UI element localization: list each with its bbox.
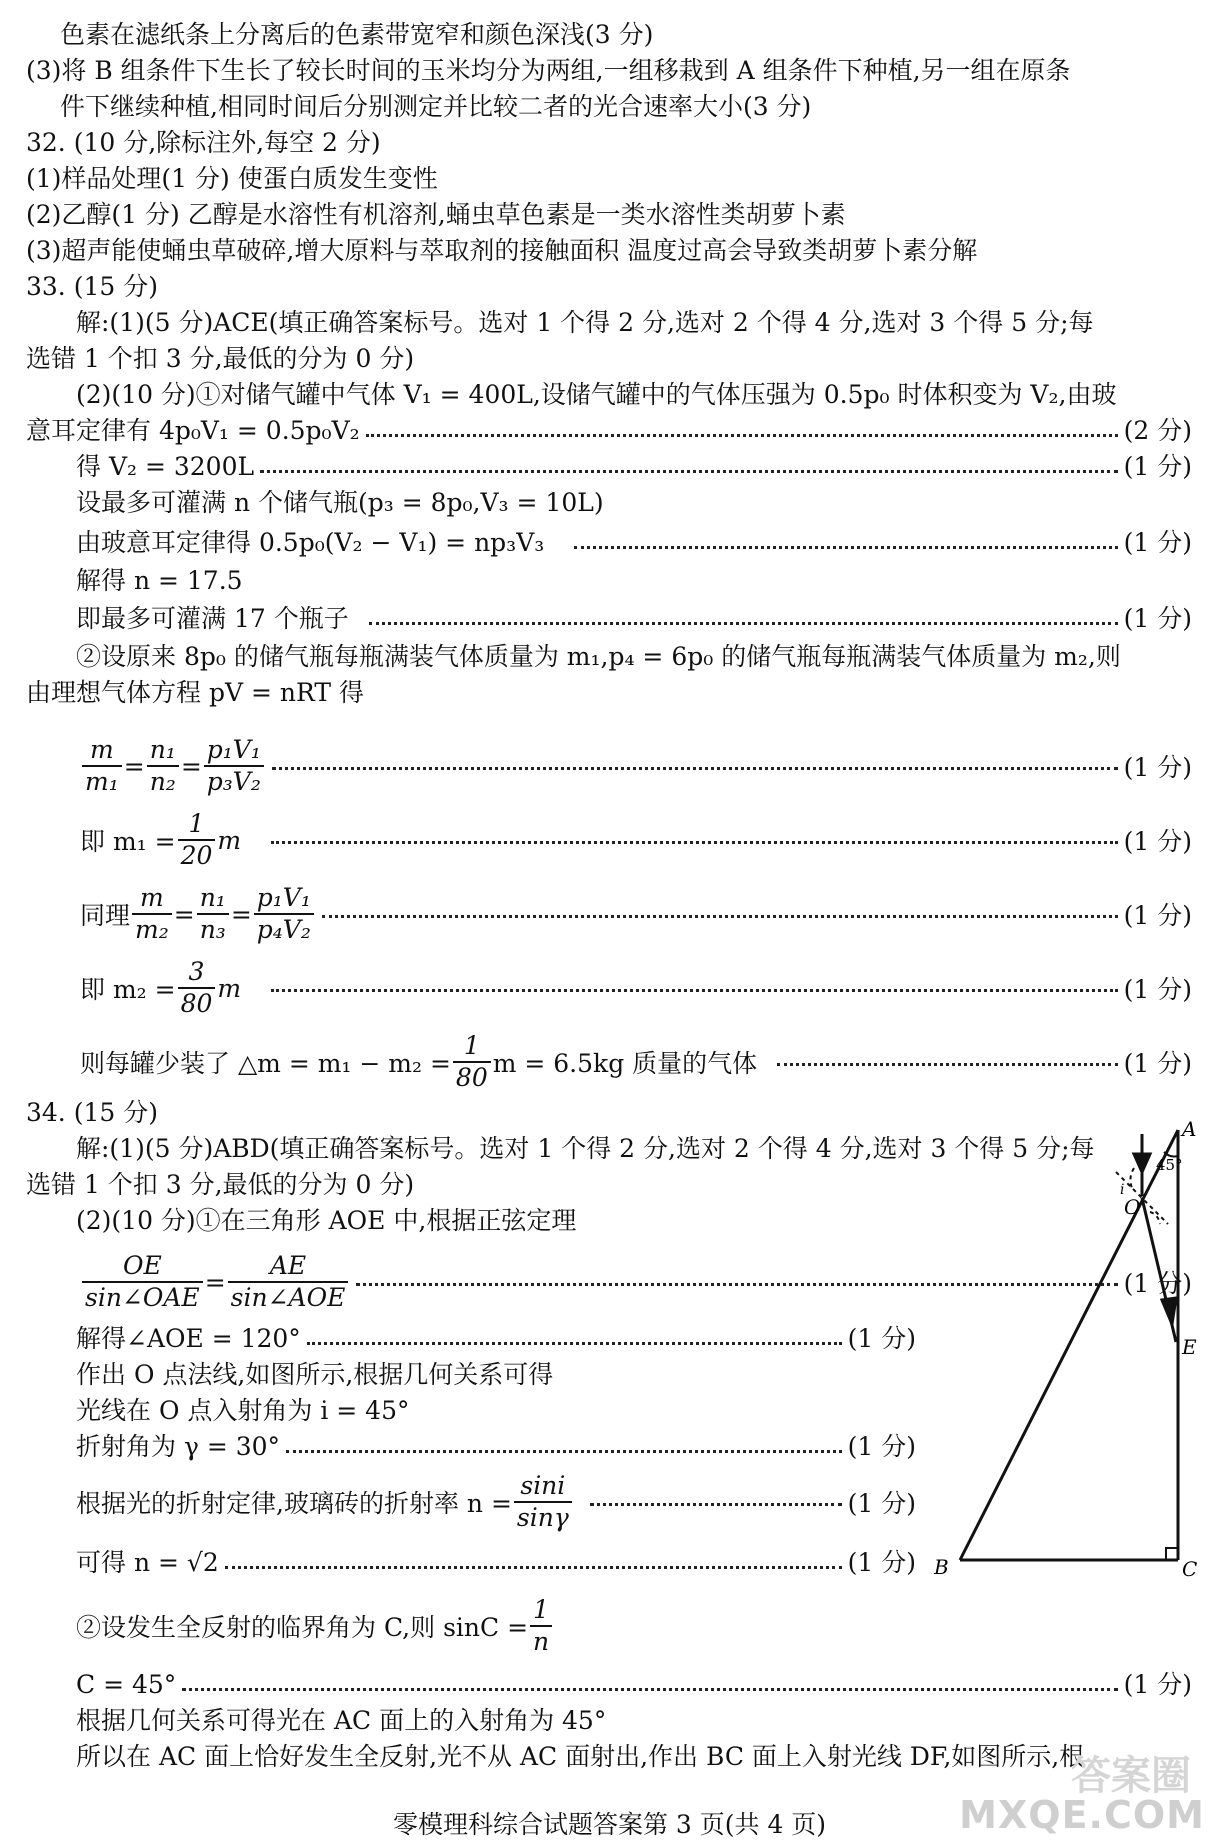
- line-text: 可得 n = √2: [76, 1548, 219, 1577]
- fraction: $\frac{1}{80}$: [453, 1031, 491, 1093]
- question-heading: 32. (10 分,除标注外,每空 2 分): [26, 128, 381, 157]
- line-text: 根据光的折射定律,玻璃砖的折射率 n =: [76, 1489, 512, 1518]
- text-line: 作出 O 点法线,如图所示,根据几何关系可得: [76, 1360, 554, 1389]
- scored-line: [26, 414, 1192, 448]
- text-line: (2)乙醇(1 分) 乙醇是水溶性有机溶剂,蛹虫草色素是一类水溶性类胡萝卜素: [26, 200, 846, 229]
- label-b: B: [934, 1555, 949, 1579]
- line-text: ②设发生全反射的临界角为 C,则 sinC =: [76, 1613, 529, 1642]
- scored-line: [76, 602, 1192, 636]
- incident-arrow: [1134, 1154, 1150, 1172]
- leader-dots: [286, 1450, 842, 1453]
- line-text: 即 m₁ =: [80, 827, 176, 856]
- right-angle-mark: [1166, 1548, 1178, 1560]
- text-line: 选错 1 个扣 3 分,最低的分为 0 分): [26, 344, 415, 373]
- scored-line: [76, 1668, 1192, 1702]
- equation-line: [80, 1022, 1192, 1102]
- score: (1 分): [1123, 901, 1192, 930]
- equation-line: [76, 1588, 676, 1664]
- label-45: 45°: [1156, 1156, 1183, 1174]
- label-i: i: [1120, 1182, 1125, 1198]
- line-text: 得 V₂ = 3200L: [76, 452, 255, 481]
- text-line: 解:(1)(5 分)ACE(填正确答案标号。选对 1 个得 2 分,选对 2 个得 4 分,选对 3 个得 5 分;每: [76, 308, 1094, 337]
- score: (1 分): [1123, 1269, 1192, 1298]
- score: (1 分): [847, 1432, 916, 1461]
- text-line: 根据几何关系可得光在 AC 面上的入射角为 45°: [76, 1706, 607, 1735]
- line-text: C = 45°: [76, 1670, 177, 1699]
- line-text: 即最多可灌满 17 个瓶子: [76, 604, 349, 633]
- line-text: 折射角为 γ = 30°: [76, 1432, 281, 1461]
- leader-dots: [271, 841, 1118, 844]
- leader-dots: [260, 470, 1118, 473]
- fraction: $\frac{\text{p₁V₁}}{\text{p₃V₂}}$: [204, 735, 264, 797]
- side-ab: [960, 1130, 1178, 1560]
- label-e: E: [1182, 1335, 1197, 1359]
- leader-dots: [225, 1566, 842, 1569]
- equation-line: $\frac{m}{\text{m₁}}$ = $\frac{\text{n₁}}{\text{n₂}}$ = $\frac{\text{p₁V₁}}{\text{p₃V₂}}$ (1 分): [80, 726, 1192, 806]
- leader-dots: [777, 1063, 1117, 1066]
- equation-line: 同理 $\frac{m}{\text{m₂}}$ = $\frac{\text{n₁}}{\text{n₃}}$ = $\frac{\text{p₁V₁}}{\text{p₄V₂}}$ (1 分): [80, 883, 1192, 944]
- leader-dots: [574, 546, 1117, 549]
- angle-arc-i: [1130, 1168, 1134, 1188]
- leader-dots: [307, 1342, 842, 1345]
- score: (1 分): [1123, 1670, 1192, 1699]
- fraction: $\frac{OE}{\text{sin∠OAE}}$: [82, 1251, 203, 1313]
- watermark-logo-text: 答案圈: [1071, 1753, 1191, 1799]
- score: (1 分): [1123, 604, 1192, 633]
- scored-line: [76, 1546, 916, 1580]
- text-line: 设最多可灌满 n 个储气瓶(p₃ = 8p₀,V₃ = 10L): [76, 488, 604, 517]
- fraction: $\frac{\text{n₁}}{\text{n₃}}$: [197, 883, 229, 945]
- text-line: (3)超声能使蛹虫草破碎,增大原料与萃取剂的接触面积 温度过高会导致类胡萝卜素分解: [26, 236, 978, 265]
- fraction: $\frac{1}{20}$: [178, 809, 216, 871]
- leader-dots: [271, 989, 1118, 992]
- fraction: $\frac{3}{80}$: [178, 957, 216, 1019]
- text-line: ②设原来 8p₀ 的储气瓶每瓶满装气体质量为 m₁,p₄ = 6p₀ 的储气瓶每瓶满装气体质量为 m₂,则: [76, 642, 1121, 671]
- line-text: m = 6.5kg 质量的气体: [492, 1049, 758, 1078]
- score: (1 分): [1123, 452, 1192, 481]
- text-line: 由理想气体方程 pV = nRT 得: [26, 678, 364, 707]
- fraction: $\frac{\sin i}{\sin\gamma}$: [514, 1471, 572, 1533]
- scored-line: [76, 1430, 916, 1464]
- fraction: $\frac{\text{n₁}}{\text{n₂}}$: [147, 735, 179, 797]
- line-text: 意耳定律有 4p₀V₁ = 0.5p₀V₂: [26, 416, 360, 445]
- line-text: 解得∠AOE = 120°: [76, 1324, 301, 1353]
- text-line: (3)将 B 组条件下生长了较长时间的玉米均分为两组,一组移栽到 A 组条件下种植,另一组在原条: [26, 56, 1071, 85]
- watermark-logo: [1067, 1747, 1197, 1799]
- score: (1 分): [847, 1324, 916, 1353]
- scored-line: [76, 1322, 916, 1356]
- text-line: 所以在 AC 面上恰好发生全反射,光不从 AC 面射出,作出 BC 面上入射光线 DF,如图所示,根: [76, 1742, 1085, 1771]
- question-heading: 34. (15 分): [26, 1098, 158, 1127]
- line-text: 即 m₂ =: [80, 975, 176, 1004]
- fraction: $\frac{\text{p₁V₁}}{\text{p₄V₂}}$: [254, 883, 314, 945]
- fraction: $\frac{AE}{\text{sin∠AOE}}$: [228, 1251, 349, 1313]
- line-text: 同理: [80, 901, 131, 930]
- text-line: (2)(10 分)①对储气罐中气体 V₁ = 400L,设储气罐中的气体压强为 0.5p₀ 时体积变为 V₂,由玻: [76, 380, 1117, 409]
- score: (1 分): [1123, 528, 1192, 557]
- label-c: C: [1182, 1557, 1198, 1580]
- leader-dots: [322, 915, 1118, 918]
- fraction: $\frac{1}{n}$: [530, 1595, 552, 1657]
- refracted-arrow: [1162, 1298, 1176, 1324]
- fraction: $\frac{m}{\text{m₁}}$: [82, 735, 122, 797]
- scored-line: [76, 526, 1192, 560]
- score: (1 分): [1123, 975, 1192, 1004]
- score: (2 分): [1123, 416, 1192, 445]
- equation-line: [80, 800, 1192, 880]
- leader-dots: [366, 434, 1118, 437]
- equation-line: $\frac{OE}{\text{sin∠OAE}}$ = $\frac{AE}{\text{sin∠AOE}}$ (1 分): [80, 1244, 1192, 1320]
- text-line: 件下继续种植,相同时间后分别测定并比较二者的光合速率大小(3 分): [60, 92, 812, 121]
- score: (1 分): [1123, 1049, 1192, 1078]
- scored-line: [76, 450, 1192, 484]
- equation-line: [80, 948, 1192, 1028]
- text-line: 选错 1 个扣 3 分,最低的分为 0 分): [26, 1170, 415, 1199]
- leader-dots: [590, 1503, 842, 1506]
- text-line: 光线在 O 点入射角为 i = 45°: [76, 1396, 410, 1425]
- triangle-outline: [960, 1130, 1178, 1560]
- text-line: 解得 n = 17.5: [76, 566, 243, 595]
- line-text: 由玻意耳定律得 0.5p₀(V₂ − V₁) = np₃V₃: [76, 528, 545, 557]
- score: (1 分): [847, 1548, 916, 1577]
- leader-dots: [272, 767, 1118, 770]
- leader-dots: [369, 622, 1118, 625]
- score: (1 分): [1123, 753, 1192, 782]
- line-text: 则每罐少装了 △m = m₁ − m₂ =: [80, 1049, 451, 1078]
- equation-line: [76, 1466, 916, 1538]
- score: (1 分): [847, 1489, 916, 1518]
- watermark: MXQE.COM: [959, 1793, 1205, 1837]
- leader-dots: [182, 1688, 1117, 1691]
- text-line: (2)(10 分)①在三角形 AOE 中,根据正弦定理: [76, 1206, 577, 1235]
- score: (1 分): [1123, 827, 1192, 856]
- triangle-figure: [920, 1120, 1210, 1580]
- label-a: A: [1182, 1120, 1197, 1141]
- text-line: (1)样品处理(1 分) 使蛋白质发生变性: [26, 164, 438, 193]
- fraction: $\frac{m}{\text{m₂}}$: [132, 883, 172, 945]
- question-heading: 33. (15 分): [26, 272, 158, 301]
- line-text: m: [217, 973, 242, 1003]
- page-footer: 零模理科综合试题答案第 3 页(共 4 页): [392, 1810, 827, 1839]
- text-line: 解:(1)(5 分)ABD(填正确答案标号。选对 1 个得 2 分,选对 2 个得 4 分,选对 3 个得 5 分;每: [76, 1134, 1095, 1163]
- line-text: m: [217, 825, 242, 855]
- text-line: 色素在滤纸条上分离后的色素带宽窄和颜色深浅(3 分): [60, 20, 654, 49]
- label-o: O: [1124, 1195, 1141, 1219]
